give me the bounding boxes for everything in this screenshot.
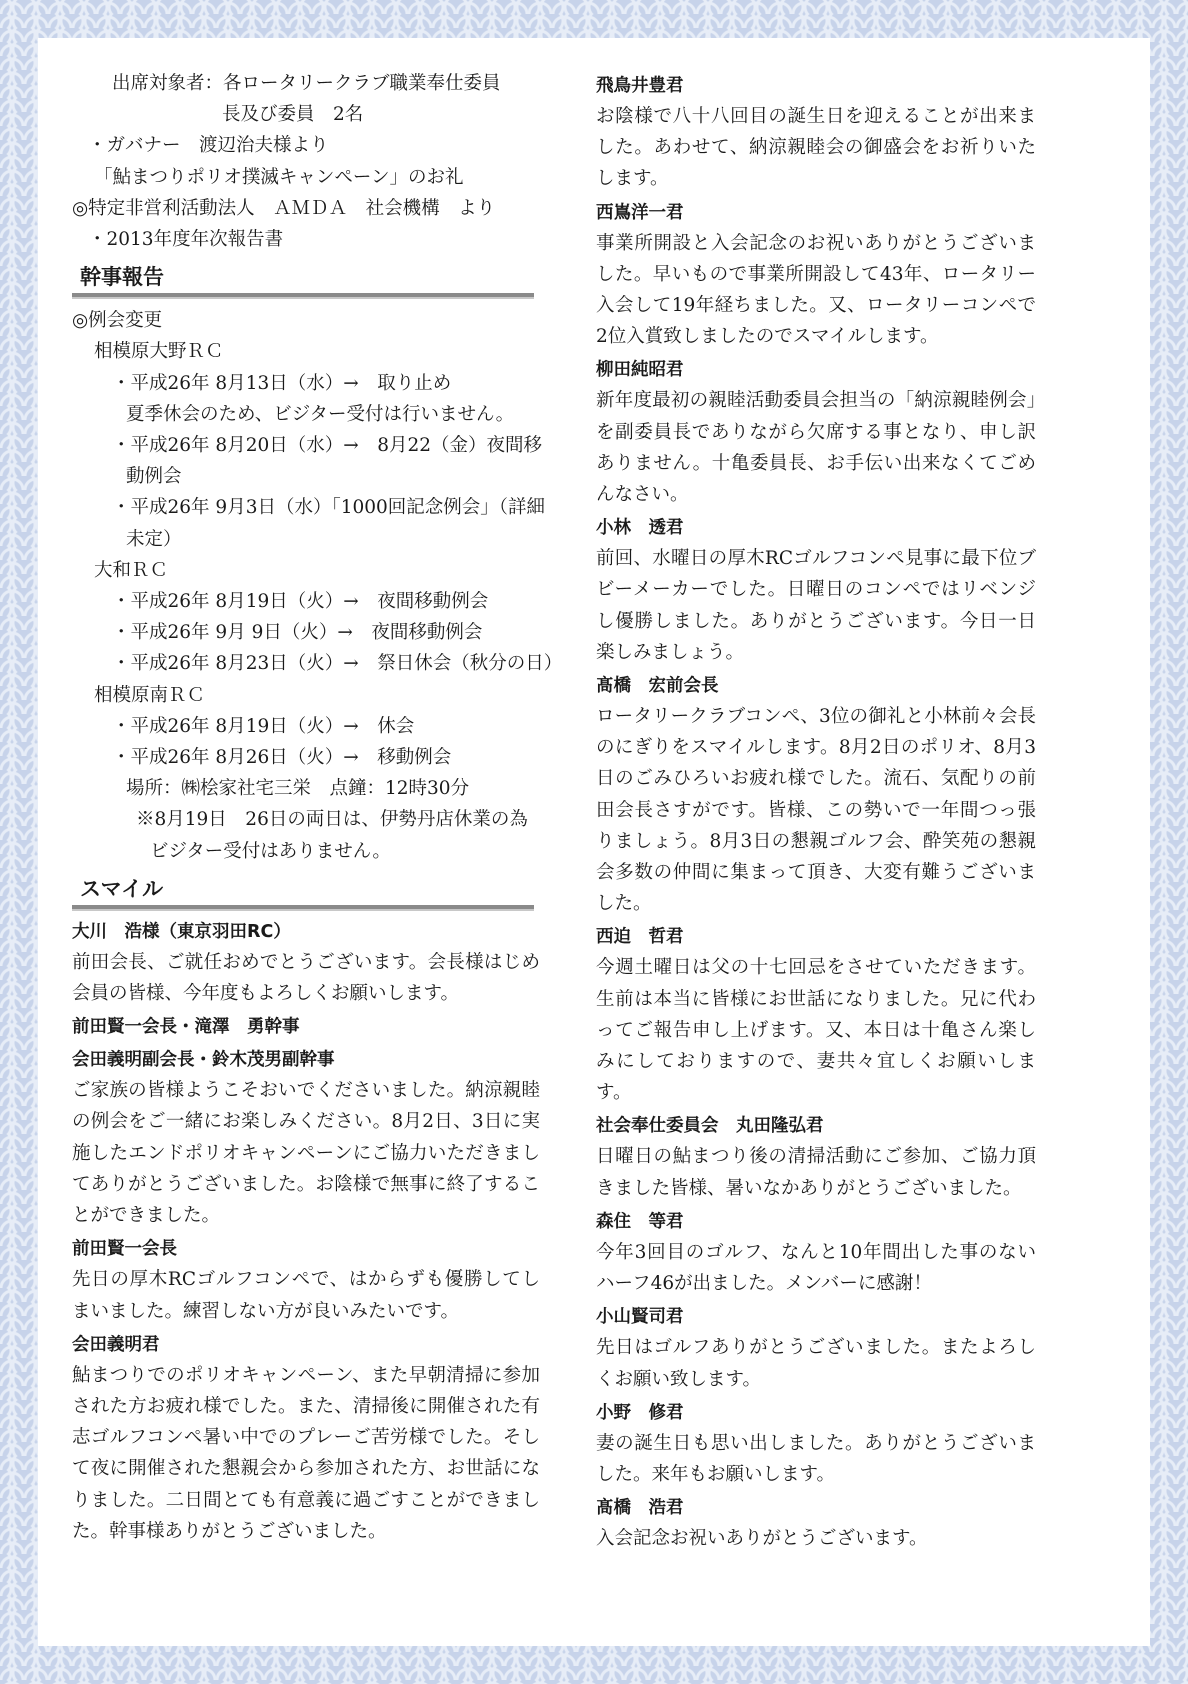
entry-text: 前田会長、ご就任おめでとうございます。会長様はじめ会員の皆様、今年度もよろしくお願いします。 [72, 951, 540, 1005]
section-heading-secretary-report [72, 261, 540, 299]
smile-entry [596, 1302, 1036, 1394]
entry-text: 入会記念お祝いありがとうございます。 [596, 1528, 928, 1550]
report-line: ◎例会変更 [72, 310, 163, 332]
entry-text: お陰様で八十八回目の誕生日を迎えることが出来ました。あわせて、納涼親睦会の御盛会をお祈りいたします。 [596, 106, 1036, 190]
section-heading-smile [72, 873, 540, 911]
report-line: ・平成26年 8月19日（火）→ 休会 [112, 715, 415, 737]
entry-name: 髙橋 浩君 [596, 1498, 684, 1519]
report-line: ・平成26年 8月23日（火）→ 祭日休会（秋分の日） [112, 653, 563, 675]
intro-line: ・ガバナー 渡辺治夫様より [88, 135, 329, 157]
smile-entry [72, 1234, 540, 1326]
smile-entry [596, 1111, 1036, 1203]
entry-text: 先日はゴルフありがとうございました。またよろしくお願い致します。 [596, 1337, 1036, 1390]
entry-text: 鮎まつりでのポリオキャンペーン、また早朝清掃に参加された方お疲れ様でした。また、清掃後に開催された有志ゴルフコンペ暑い中でのプレーご苦労様でした。そして夜に開催された懇親会から参加された方、お世話になりました。二日間とても有意義に過ごすことができました。幹事様ありがとうございました。 [72, 1364, 540, 1542]
entry-text: 前回、水曜日の厚木RCゴルフコンペ見事に最下位ブビーメーカーでした。日曜日のコンペではリベンジし優勝しました。ありがとうございます。今日一日楽しみましょう。 [596, 548, 1036, 663]
report-line: ・平成26年 9月3日（水）「1000回記念例会」（詳細 [112, 497, 546, 519]
report-line: ・平成26年 8月19日（火）→ 夜間移動例会 [112, 591, 489, 613]
page-sheet [38, 38, 1150, 1646]
report-line: 相模原大野ＲＣ [94, 341, 224, 363]
smile-entry [596, 71, 1036, 195]
entry-text: 日曜日の鮎まつり後の清掃活動にご参加、ご協力頂きました皆様、暑いなかありがとうございました。 [596, 1146, 1036, 1199]
right-column [596, 68, 1036, 1554]
section-title: 幹事報告 [80, 265, 164, 290]
entry-name: 前田賢一会長 [72, 1239, 177, 1260]
left-column [72, 68, 563, 1547]
entry-name: 社会奉仕委員会 丸田隆弘君 [596, 1116, 824, 1137]
entry-text: 事業所開設と入会記念のお祝いありがとうございました。早いもので事業所開設して43年、ロータリー入会して19年経ちました。又、ロータリーコンペで2位入賞致しましたのでスマイルします。 [596, 232, 1036, 348]
smile-entry [596, 1398, 1036, 1490]
section-rule [72, 905, 534, 911]
intro-line: 長及び委員 2名 [222, 104, 364, 126]
report-line: 大和ＲＣ [94, 559, 169, 581]
entry-name: 髙橋 宏前会長 [596, 676, 719, 697]
entry-text: 今週土曜日は父の十七回忌をさせていただきます。生前は本当に皆様にお世話になりました。兄に代わってご報告申し上げます。又、本日は十亀さん楽しみにしておりますので、妻共々宜しくお願いします。 [596, 957, 1036, 1104]
smile-entry [72, 1012, 540, 1231]
entry-name: 小野 修君 [596, 1402, 684, 1423]
report-line: 夏季休会のため、ビジター受付は行いません。 [126, 403, 515, 425]
entry-text: ご家族の皆様ようこそおいでくださいました。納涼親睦の例会をご一緒にお楽しみください。8月2日、3日に実施したエンドポリオキャンペーンにご協力いただきましてありがとうございました。お陰様で無事に終了することができました。 [72, 1080, 540, 1227]
smile-entry [72, 917, 540, 1009]
entry-name: 西嶌洋一君 [596, 202, 684, 223]
section-title: スマイル [80, 876, 164, 901]
intro-line: ・2013年度年次報告書 [88, 229, 284, 251]
intro-line: ◎特定非営利活動法人 ＡＭＤＡ 社会機構 より [72, 197, 496, 219]
entry-name: 西迫 哲君 [596, 927, 684, 948]
entry-text: 新年度最初の親睦活動委員会担当の「納涼親睦例会」を副委員長でありながら欠席する事となり、申し訳ありません。十亀委員長、お手伝い出来なくてごめんなさい。 [596, 390, 1036, 506]
entry-text: 先日の厚木RCゴルフコンペで、はからずも優勝してしまいました。練習しない方が良いみたいです。 [72, 1269, 540, 1322]
report-line: ※8月19日 26日の両日は、伊勢丹店休業の為 [136, 809, 528, 831]
report-line: 場所：㈱桧家社宅三栄 点鐘：12時30分 [126, 778, 470, 800]
entry-name: 飛鳥井豊君 [596, 76, 684, 96]
entry-name: 会田義明副会長・鈴木茂男副幹事 [72, 1050, 335, 1071]
intro-line: 「鮎まつりポリオ撲滅キャンペーン」のお礼 [94, 166, 464, 188]
smile-entry [72, 1330, 540, 1547]
entry-name: 前田賢一会長・滝澤 勇幹事 [72, 1017, 300, 1038]
report-line: ・平成26年 8月13日（水）→ 取り止め [112, 372, 452, 394]
report-line: ビジター受付はありません。 [150, 840, 391, 862]
report-line: 動例会 [126, 466, 182, 488]
smile-entry [596, 513, 1036, 668]
report-line: ・平成26年 8月26日（火）→ 移動例会 [112, 747, 452, 769]
report-line: ・平成26年 8月20日（水）→ 8月22（金）夜間移 [112, 435, 543, 457]
smile-entry [596, 198, 1036, 353]
report-line: 相模原南ＲＣ [94, 684, 206, 706]
entry-name: 柳田純昭君 [596, 360, 684, 381]
report-line: 未定） [126, 528, 182, 550]
entry-name: 会田義明君 [72, 1334, 160, 1355]
entry-text: 今年3回目のゴルフ、なんと10年間出した事のないハーフ46が出ました。メンバーに感謝！ [596, 1241, 1036, 1295]
entry-name: 森住 等君 [596, 1211, 684, 1232]
smile-entry [596, 1493, 1036, 1554]
section-rule [72, 293, 534, 299]
smile-entry [596, 671, 1036, 919]
smile-entry [596, 1207, 1036, 1299]
entry-text: ロータリークラブコンペ、3位の御礼と小林前々会長のにぎりをスマイルします。8月2日のポリオ、8月3日のごみひろいお疲れ様でした。流石、気配りの前田会長さすがです。皆様、この勢いで一年間つっ張りましょう。8月3日の懇親ゴルフ会、酔笑苑の懇親会多数の仲間に集まって頂き、大変有難うございました。 [596, 706, 1036, 915]
entry-name: 小山賢司君 [596, 1307, 684, 1328]
intro-line: 出席対象者：各ロータリークラブ職業奉仕委員 [112, 73, 501, 94]
entry-name: 小林 透君 [596, 518, 684, 539]
smile-entry [596, 922, 1036, 1108]
entry-text: 妻の誕生日も思い出しました。ありがとうございました。来年もお願いします。 [596, 1432, 1036, 1485]
report-line: ・平成26年 9月 9日（火）→ 夜間移動例会 [112, 622, 483, 644]
entry-name: 大川 浩様（東京羽田RC） [72, 921, 291, 942]
smile-entry [596, 355, 1036, 510]
